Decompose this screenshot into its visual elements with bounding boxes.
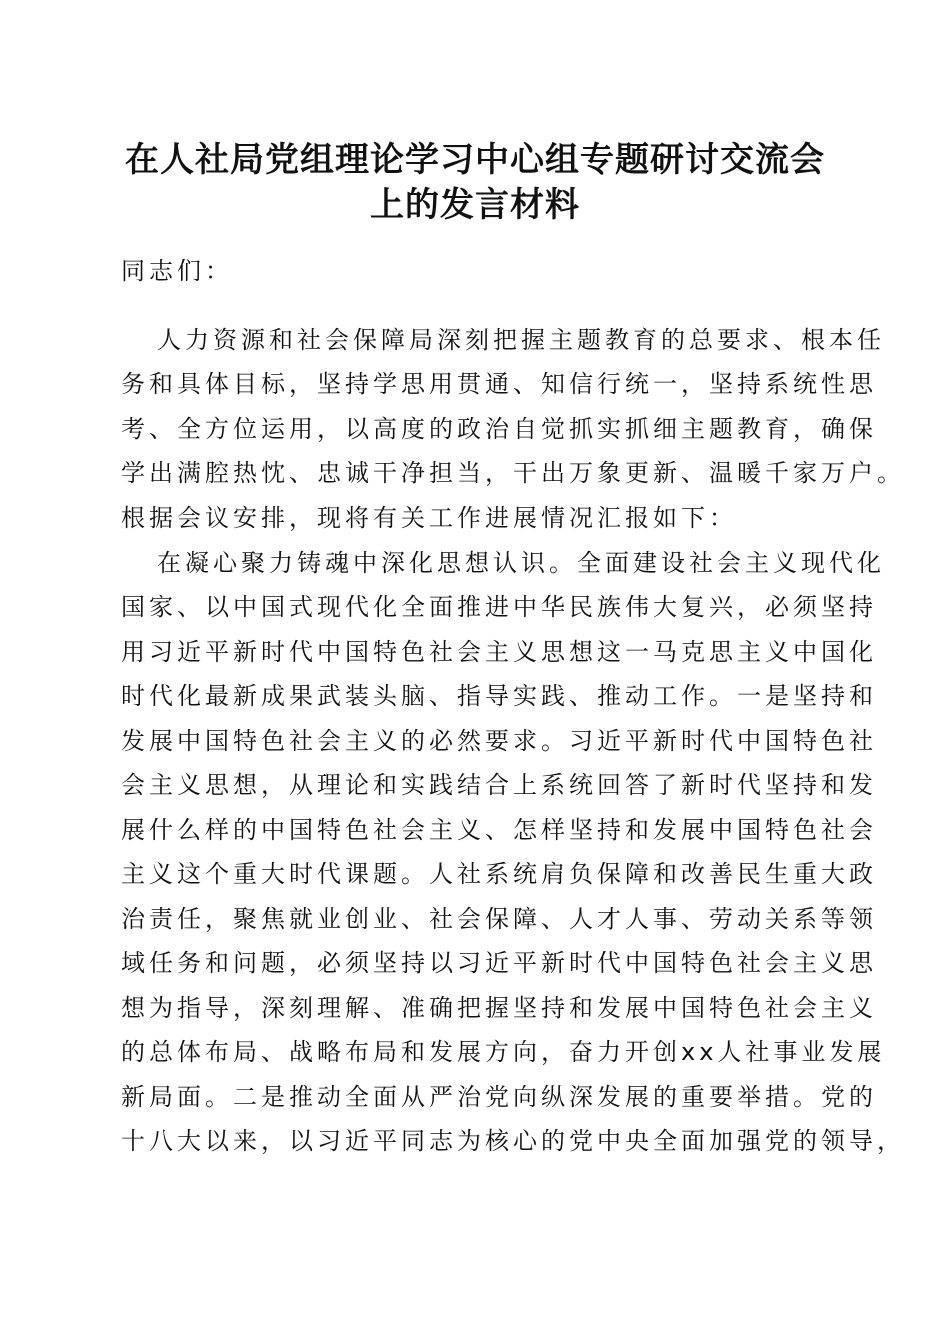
paragraph-line: 时代化最新成果武装头脑、指导实践、推动工作。一是坚持和 [121, 682, 877, 710]
paragraph-line: 在凝心聚力铸魂中深化思想认识。全面建设社会主义现代化 [157, 549, 885, 577]
paragraph-line: 根据会议安排，现将有关工作进展情况汇报如下： [121, 504, 737, 532]
paragraph-line: 发展中国特色社会主义的必然要求。习近平新时代中国特色社 [121, 727, 877, 755]
paragraph-line: 主义这个重大时代课题。人社系统肩负保障和改善民生重大政 [121, 860, 877, 888]
paragraph-line: 域任务和问题，必须坚持以习近平新时代中国特色社会主义思 [121, 949, 877, 977]
paragraph-line: 务和具体目标，坚持学思用贯通、知信行统一，坚持系统性思 [121, 370, 877, 398]
paragraph-line: 十八大以来，以习近平同志为核心的党中央全面加强党的领导， [121, 1127, 905, 1155]
paragraph-line: 会主义思想，从理论和实践结合上系统回答了新时代坚持和发 [121, 771, 877, 799]
salutation: 同志们： [121, 257, 233, 285]
document-title-line-1: 在人社局党组理论学习中心组专题研讨交流会 [125, 140, 825, 180]
paragraph-line: 学出满腔热忱、忠诚干净担当，干出万象更新、温暖千家万户。 [121, 459, 905, 487]
paragraph-line: 展什么样的中国特色社会主义、怎样坚持和发展中国特色社会 [121, 816, 877, 844]
paragraph-line: 想为指导，深刻理解、准确把握坚持和发展中国特色社会主义 [121, 994, 877, 1022]
paragraph-line: 的总体布局、战略布局和发展方向，奋力开创xx人社事业发展 [121, 1038, 886, 1066]
paragraph-line: 新局面。二是推动全面从严治党向纵深发展的重要举措。党的 [121, 1083, 877, 1111]
paragraph-line: 人力资源和社会保障局深刻把握主题教育的总要求、根本任 [157, 326, 885, 354]
paragraph-line: 治责任，聚焦就业创业、社会保障、人才人事、劳动关系等领 [121, 905, 877, 933]
paragraph-line: 用习近平新时代中国特色社会主义思想这一马克思主义中国化 [121, 638, 877, 666]
paragraph-line: 国家、以中国式现代化全面推进中华民族伟大复兴，必须坚持 [121, 593, 877, 621]
document-title-line-2: 上的发言材料 [370, 185, 580, 225]
paragraph-line: 考、全方位运用，以高度的政治自觉抓实抓细主题教育，确保 [121, 415, 877, 443]
